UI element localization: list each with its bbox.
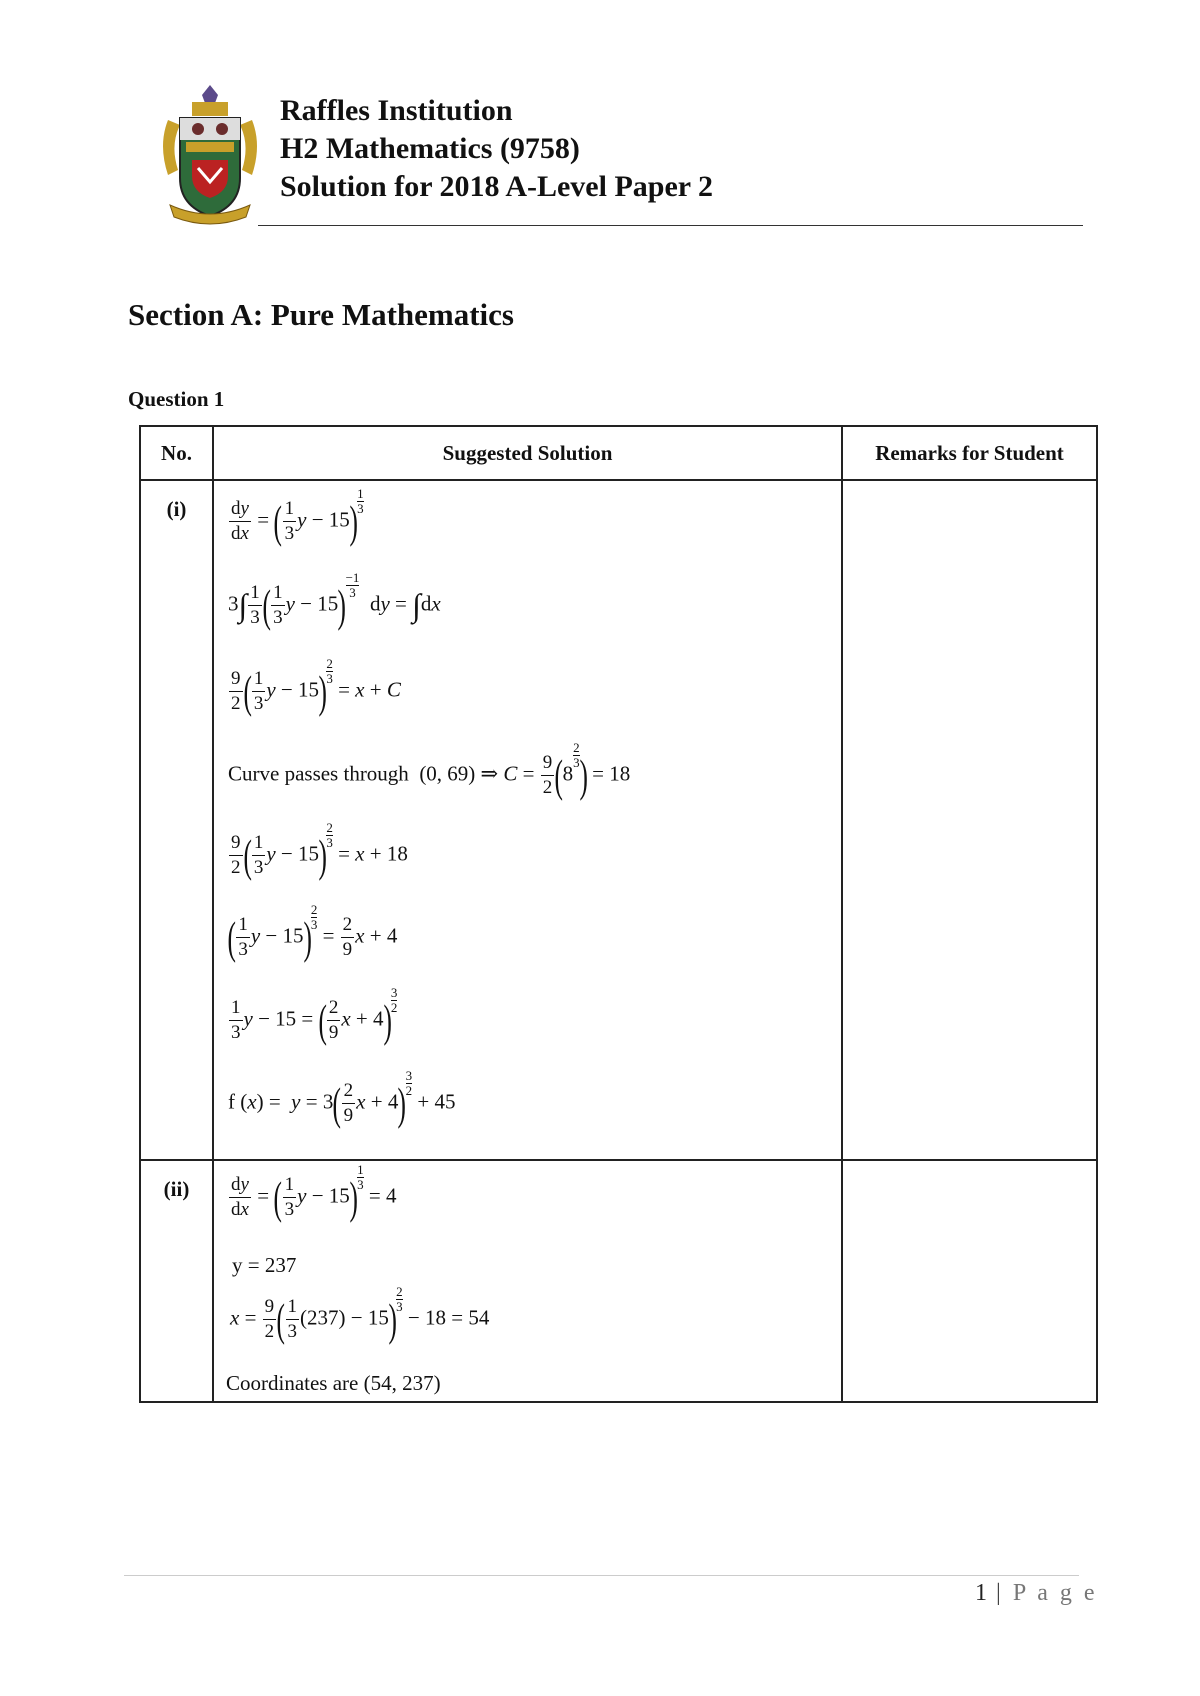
curve-passes-text: Curve passes through — [228, 761, 409, 786]
equation: $\frac{dy}{dx}$ = ( $\frac{1}{3}$ y − 15) $\frac{1}{3}$ — [231, 486, 364, 547]
section-title: Section A: Pure Mathematics — [128, 297, 514, 332]
equation: Curve passes through (0, 69) ⇒ C = $\frac{9}{2}$ (8 $\frac{2}{3}$ ) = 18 — [228, 740, 631, 801]
subject-name: H2 Mathematics (9758) — [280, 132, 580, 165]
equation: $\frac{9}{2}$ ( $\frac{1}{3}$ y − 15) $\frac{2}{3}$ = x + C — [231, 656, 401, 717]
solution-cell — [213, 1160, 842, 1402]
part-label: (ii) — [140, 1160, 213, 1402]
header-solution: Suggested Solution — [213, 426, 842, 480]
equation: f (x) = y = 3( $\frac{2}{9}$ x + 4) $\frac{3}{2}$ + 45 — [228, 1068, 456, 1129]
institution-name: Raffles Institution — [280, 94, 513, 127]
school-crest-logo — [150, 80, 270, 225]
document-title: Solution for 2018 A-Level Paper 2 — [280, 170, 714, 203]
equation: x = $\frac{9}{2}$ ( $\frac{1}{3}$ (237) − 15) $\frac{2}{3}$ − 18 = 54 — [230, 1284, 490, 1345]
header-remarks: Remarks for Student — [842, 426, 1097, 480]
equation: ( $\frac{1}{3}$ y − 15) $\frac{2}{3}$ = $\frac{2}{9}$ x + 4 — [227, 902, 398, 963]
table-row — [140, 1160, 1097, 1402]
footer-divider — [124, 1575, 1079, 1576]
equation: y = 237 — [232, 1253, 297, 1277]
equation: $\frac{1}{3}$ y − 15 = ( $\frac{2}{9}$ x + 4) $\frac{3}{2}$ — [231, 985, 398, 1046]
question-title: Question 1 — [128, 387, 225, 411]
equation: $\frac{dy}{dx}$ = ( $\frac{1}{3}$ y − 15) $\frac{1}{3}$ = 4 — [231, 1162, 397, 1223]
solution-table — [139, 425, 1098, 1403]
page-number: 1 — [975, 1580, 987, 1606]
page-footer — [975, 1580, 1098, 1607]
footer-separator: | — [996, 1580, 1004, 1606]
header-no: No. — [140, 426, 213, 480]
remarks-cell — [842, 480, 1097, 1160]
equation: $\frac{9}{2}$ ( $\frac{1}{3}$ y − 15) $\frac{2}{3}$ = x + 18 — [231, 820, 408, 881]
coordinates-text: Coordinates are (54, 237) — [226, 1371, 441, 1395]
remarks-cell — [842, 1160, 1097, 1402]
equation: 3∫ $\frac{1}{3}$ ( $\frac{1}{3}$ y − 15) $\frac{-1}{3}$ dy = ∫dx — [228, 570, 441, 631]
page-word: P a g e — [1012, 1580, 1098, 1606]
header-divider — [258, 225, 1083, 226]
table-row — [140, 480, 1097, 1160]
document-header — [280, 92, 713, 206]
part-label: (i) — [140, 480, 213, 1160]
solution-cell — [213, 480, 842, 1160]
table-header-row — [140, 426, 1097, 480]
